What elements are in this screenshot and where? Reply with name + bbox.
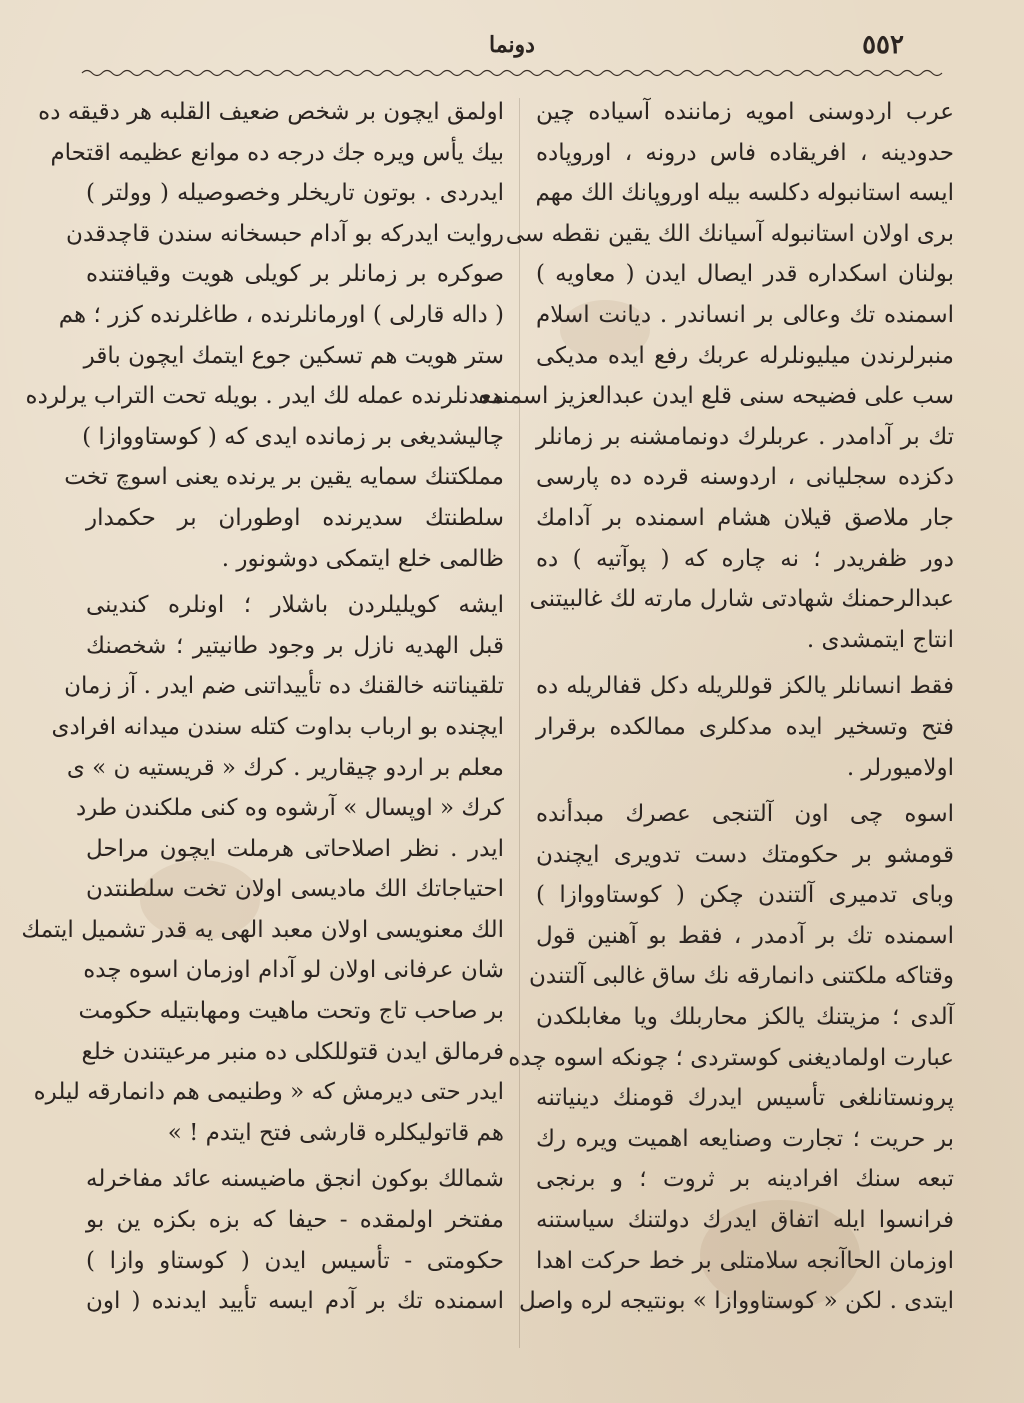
- text-line: بر حریت ؛ تجارت وصنایعه اهمیت ویره رك: [536, 1125, 954, 1152]
- text-line: عرب اردوسنی امویه زماننده آسیاده چین: [536, 99, 954, 125]
- text-line: حدودینه ، افریقاده فاس درونه ، اوروپاده: [536, 139, 954, 166]
- text-line: ایچنده بو ارباب بداوت کتله سندن میدانه افرادی: [51, 713, 504, 740]
- text-line: عبارت اولمادیغنی کوستردی ؛ چونکه اسوه چده: [508, 1044, 954, 1071]
- left-column: [21, 92, 504, 1362]
- text-line: تك بر آدامدر . عربلرك دونمامشنه بر زمانلر: [536, 423, 954, 450]
- text-line: شمالك بوکون انجق ماضیسنه عائد مفاخرله: [86, 1166, 504, 1193]
- text-line: جار ملاصق قیلان هشام اسمنده بر آدامك: [536, 504, 954, 531]
- text-line: آلدی ؛ مزیتنك یالکز محاربلك ویا مغابلکدن: [536, 1004, 954, 1031]
- text-line: اولامیورلر .: [846, 754, 954, 781]
- text-line: بولنان اسکداره قدر ایصال ایدن ( معاویه ): [536, 261, 954, 288]
- text-line: منبرلرندن میلیونلرله عربك رفع ایده مدیکی: [536, 342, 954, 369]
- text-line: عبدالرحمنك شهادتی شارل مارته لك غالبیتنی: [529, 586, 954, 613]
- header-wavy-rule: [82, 68, 942, 78]
- text-line: قبل الهدیه نازل بر وجود طانیتیر ؛ شخصنك: [86, 632, 504, 659]
- text-line: اولمق ایچون بر شخص ضعیف القلبه هر دقیقه ده: [38, 99, 504, 125]
- page-header: [80, 26, 944, 70]
- text-line: بری اولان استانبوله آسیانك الك یقین نقطه سی: [505, 220, 954, 247]
- text-line: مملکتنك سمایه یقین بر یرنده یعنی اسوچ تخت: [64, 464, 504, 491]
- text-line: الك معنویسی اولان معبد الهی یه قدر تشمیل ایتمك: [21, 916, 504, 943]
- text-line: سب علی فضیحه سنی قلع ایدن عبدالعزیز اسمنده: [478, 383, 954, 410]
- text-line: ایتدی . لکن « کوستاووازا » بونتیجه لره واصل: [518, 1288, 954, 1315]
- text-line: بر صاحب تاج وتحت ماهیت ومهابتیله حکومت: [78, 998, 504, 1025]
- text-line: اسمنده تك بر آدم ایسه تأیید ایدنده ( اون: [86, 1288, 504, 1315]
- text-line: چالیشدیغی بر زمانده ایدی که ( کوستاووازا ): [82, 423, 504, 450]
- text-line: حکومتی - تأسیس ایدن ( کوستاو وازا ): [86, 1247, 504, 1274]
- column-divider: [519, 98, 520, 1348]
- right-column: [478, 92, 954, 1362]
- text-line: تبعه سنك افرادینه بر ثروت ؛ و برنجی: [536, 1166, 954, 1193]
- text-columns: [21, 92, 954, 1362]
- text-line: انتاج ایتمشدی .: [806, 626, 954, 653]
- text-line: ایسه استانبوله دکلسه بیله اوروپانك الك مهم: [535, 180, 954, 207]
- text-line: فتح وتسخیر ایده مدکلری ممالکده برقرار: [536, 713, 954, 740]
- text-line: قومشو بر حکومتك دست تدویری ایچندن: [536, 841, 954, 868]
- text-line: اوزمان الحاآنجه سلامتلی بر خط حرکت اهدا: [536, 1247, 954, 1274]
- text-line: ایدر . نظر اصلاحاتی هرملت ایچون مراحل: [86, 835, 504, 862]
- text-line: فرمالق ایدن قتوللکلی ده منبر مرعیتندن خلع: [81, 1038, 504, 1065]
- text-line: فقط انسانلر یالکز قوللریله دکل قفالریله ده: [536, 673, 954, 700]
- text-line: وقتاکه ملکتنی دانمارقه نك ساق غالبی آلتندن: [529, 963, 954, 990]
- page-number: ٥٥٢: [862, 30, 904, 60]
- text-line: شان عرفانی اولان لو آدام اوزمان اسوه چده: [83, 957, 504, 984]
- text-line: ایدر حتی دیرمش که « وطنیمی هم دانمارقه لیلره: [33, 1079, 504, 1106]
- text-line: معلم بر اردو چیقاریر . کرك « قریستیه ن » ی: [66, 754, 504, 781]
- text-line: تلقیناتنه خالقنك ده تأییداتنی ضم ایدر . آز زمان: [64, 673, 504, 700]
- text-line: کرك « اوپسال » آرشوه وه کنی ملکندن طرد: [75, 795, 504, 822]
- text-line: اسمنده تك بر آدمدر ، فقط بو آهنین قول: [536, 922, 954, 949]
- text-line: پرونستانلغی تأسیس ایدرك قومنك دینیاتنه: [536, 1085, 954, 1112]
- text-line: بیك یأس ویره جك درجه ده موانع عظیمه اقتحام: [50, 139, 504, 166]
- text-line: معدنلرنده عمله لك ایدر . بویله تحت التراب یرلرده: [25, 383, 504, 410]
- running-title: دونما: [489, 32, 535, 58]
- text-line: ظالمی خلع ایتمکی دوشونور .: [221, 545, 504, 572]
- text-line: ستر هویت هم تسکین جوع ایتمك ایچون باقر: [83, 342, 504, 369]
- text-line: ( داله قارلی ) اورمانلرنده ، طاغلرنده کزر ؛ هم: [58, 301, 504, 328]
- text-line: دکزده سجلیانی ، اردوسنه قرده ده پارسی: [536, 464, 954, 491]
- text-line: مفتخر اولمقده - حیفا که بزه بکزه ین بو: [86, 1207, 504, 1234]
- text-line: اسمنده تك وعالی بر انساندر . دیانت اسلام: [536, 301, 954, 328]
- text-line: ایشه کویلیلردن باشلار ؛ اونلره کندینی: [86, 592, 504, 619]
- text-line: سلطنتك سدیرنده اوطوران بر حکمدار: [86, 504, 504, 531]
- text-line: وبای تدمیری آلتندن چکن ( کوستاووازا ): [536, 882, 954, 909]
- text-line: دور ظفریدر ؛ نه چاره که ( پوآتیه ) ده: [536, 545, 954, 572]
- text-line: فرانسوا ایله اتفاق ایدرك دولتنك سیاستنه: [536, 1207, 954, 1234]
- text-line: روایت ایدرکه بو آدام حبسخانه سندن قاچدقدن: [66, 220, 504, 247]
- text-line: اسوه چی اون آلتنجی عصرك مبدأنده: [536, 801, 954, 828]
- text-line: ایدردی . بوتون تاریخلر وخصوصیله ( وولتر ): [86, 180, 504, 207]
- text-line: صوکره بر زمانلر بر کویلی هویت وقیافتنده: [86, 261, 504, 288]
- text-line: هم قاتولیکلره قارشی فتح ایتدم ! »: [167, 1119, 504, 1146]
- text-line: احتیاجاتك الك مادیسی اولان تخت سلطنتدن: [86, 876, 504, 903]
